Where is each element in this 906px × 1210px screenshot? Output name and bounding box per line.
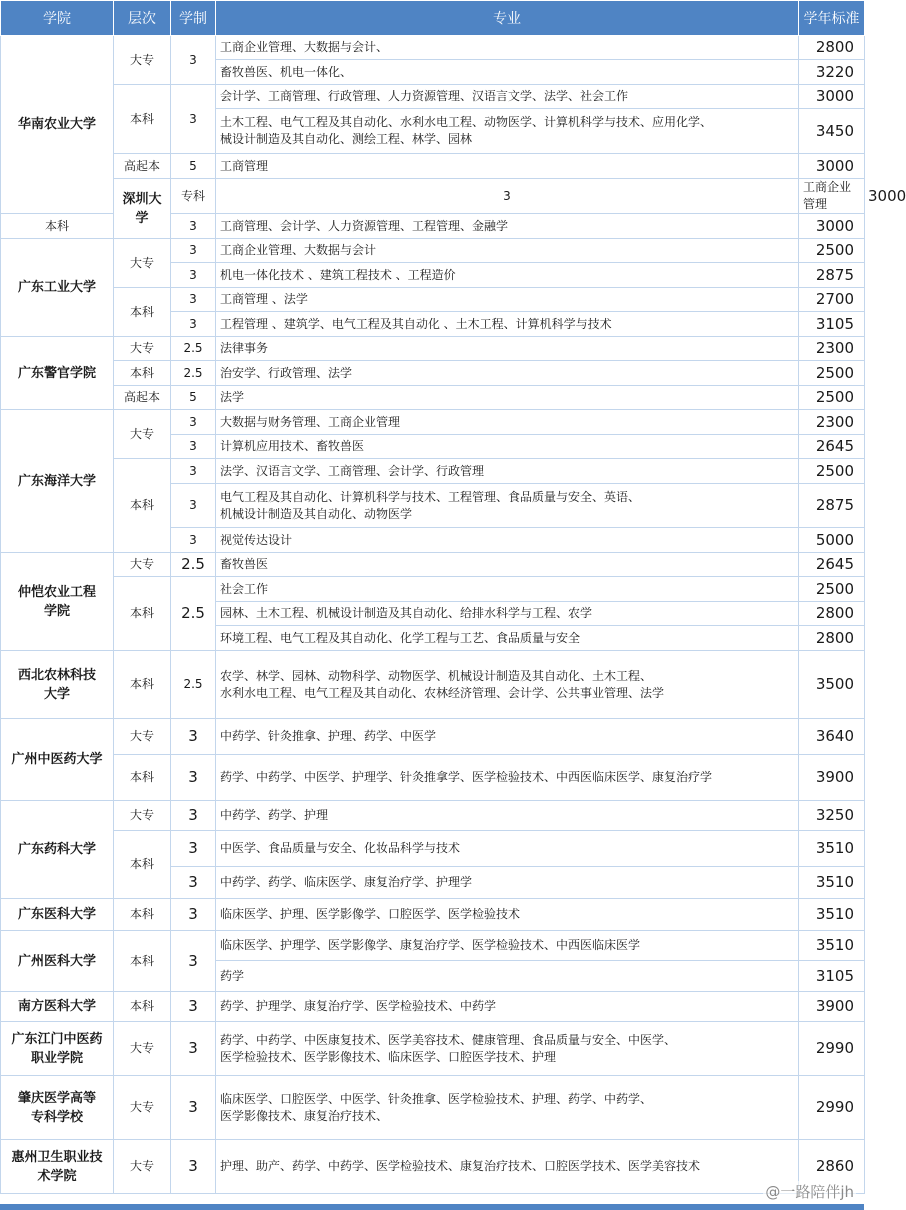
major-cell: 药学 [216,961,799,992]
years-cell: 3 [171,831,216,867]
school-name: 广东海洋大学 [1,410,114,553]
major-cell: 药学、中药学、中医康复技术、医学美容技术、健康管理、食品质量与安全、中医学、 医学检验技术、医学影像技术、临床医学、口腔医学技术、护理 [216,1022,799,1076]
table-row [1,553,865,577]
level-cell: 高起本 [114,386,171,410]
major-cell: 大数据与财务管理、工商企业管理 [216,410,799,435]
watermark: @一路陪伴jh [765,1183,854,1201]
level-cell: 大专 [114,1076,171,1140]
years-cell: 3 [171,312,216,337]
table-row [1,386,865,410]
school-name: 广州中医药大学 [1,719,114,801]
school-name: 广东药科大学 [1,801,114,899]
major-cell: 工商管理 [216,154,799,179]
major-cell: 药学、护理学、康复治疗学、医学检验技术、中药学 [216,992,799,1022]
table-row [1,1022,865,1076]
years-cell: 2.5 [171,337,216,361]
years-cell: 3 [216,179,799,214]
years-cell: 3 [171,85,216,154]
major-cell: 法学 [216,386,799,410]
table-row [1,154,865,179]
fee-cell: 3000 [799,85,865,109]
level-cell: 大专 [114,337,171,361]
major-cell: 环境工程、电气工程及其自动化、化学工程与工艺、食品质量与安全 [216,626,799,651]
level-cell: 大专 [114,719,171,755]
years-cell: 3 [171,528,216,553]
table-row [1,85,865,109]
years-cell: 3 [171,931,216,992]
school-name: 惠州卫生职业技 术学院 [1,1140,114,1194]
major-cell: 法学、汉语言文学、工商管理、会计学、行政管理 [216,459,799,484]
table-row [1,459,865,484]
years-cell: 3 [171,1076,216,1140]
major-cell: 工商企业管理 [799,179,865,214]
fee-cell: 2800 [799,602,865,626]
school-name: 广州医科大学 [1,931,114,992]
header-major: 专业 [216,1,799,36]
level-cell: 本科 [114,931,171,992]
fee-cell: 3250 [799,801,865,831]
fee-cell: 2500 [799,239,865,263]
school-name: 广东江门中医药 职业学院 [1,1022,114,1076]
major-cell: 工商管理 、法学 [216,288,799,312]
level-cell: 本科 [114,288,171,337]
level-cell: 大专 [114,1140,171,1194]
years-cell: 2.5 [171,553,216,577]
fee-cell: 2875 [799,484,865,528]
school-name: 广东警官学院 [1,337,114,410]
level-cell: 本科 [1,214,114,239]
level-cell: 本科 [114,361,171,386]
years-cell: 3 [171,288,216,312]
table-row [1,239,865,263]
level-cell: 大专 [114,1022,171,1076]
level-cell: 本科 [114,992,171,1022]
major-cell: 园林、土木工程、机械设计制造及其自动化、给排水科学与工程、农学 [216,602,799,626]
level-cell: 本科 [114,651,171,719]
fee-cell: 3500 [799,651,865,719]
school-name: 深圳大学 [114,179,171,239]
school-name: 肇庆医学高等 专科学校 [1,1076,114,1140]
years-cell: 3 [171,1140,216,1194]
level-cell: 本科 [114,899,171,931]
level-cell: 专科 [171,179,216,214]
major-cell: 法律事务 [216,337,799,361]
fee-cell: 2500 [799,386,865,410]
major-cell: 中药学、针灸推拿、护理、药学、中医学 [216,719,799,755]
major-cell: 工商企业管理、大数据与会计 [216,239,799,263]
major-cell: 机电一体化技术 、建筑工程技术 、工程造价 [216,263,799,288]
fee-cell: 3000 [799,154,865,179]
years-cell: 2.5 [171,361,216,386]
table-row [1,931,865,961]
school-name: 华南农业大学 [1,36,114,214]
years-cell: 3 [171,755,216,801]
fee-cell: 2300 [799,337,865,361]
level-cell: 本科 [114,755,171,801]
header-row [1,1,865,36]
table-row [1,719,865,755]
years-cell: 3 [171,410,216,435]
fee-cell: 2990 [799,1076,865,1140]
fee-cell: 3510 [799,867,865,899]
table-row [1,36,865,60]
level-cell: 大专 [114,553,171,577]
major-cell: 会计学、工商管理、行政管理、人力资源管理、汉语言文学、法学、社会工作 [216,85,799,109]
header-level: 层次 [114,1,171,36]
school-name: 仲恺农业工程 学院 [1,553,114,651]
level-cell: 大专 [114,801,171,831]
fee-cell: 3220 [799,60,865,85]
years-cell: 2.5 [171,651,216,719]
table-row [1,361,865,386]
fee-cell: 2500 [799,361,865,386]
table-row [1,899,865,931]
major-cell: 电气工程及其自动化、计算机科学与技术、工程管理、食品质量与安全、英语、 机械设计制造及其自动化、动物医学 [216,484,799,528]
years-cell: 3 [171,239,216,263]
major-cell: 中药学、药学、临床医学、康复治疗学、护理学 [216,867,799,899]
fee-cell: 2800 [799,36,865,60]
fee-cell: 2860 [799,1140,865,1194]
major-cell: 畜牧兽医、机电一体化、 [216,60,799,85]
fee-cell: 3640 [799,719,865,755]
years-cell: 5 [171,154,216,179]
major-cell: 临床医学、护理、医学影像学、口腔医学、医学检验技术 [216,899,799,931]
level-cell: 本科 [114,85,171,154]
years-cell: 2.5 [171,577,216,651]
table-row [1,992,865,1022]
years-cell: 3 [171,992,216,1022]
fee-cell: 2645 [799,553,865,577]
level-cell: 本科 [114,459,171,553]
years-cell: 3 [171,899,216,931]
fee-cell: 5000 [799,528,865,553]
years-cell: 3 [171,719,216,755]
major-cell: 临床医学、护理学、医学影像学、康复治疗学、医学检验技术、中西医临床医学 [216,931,799,961]
table-row [1,577,865,602]
fee-cell: 3105 [799,961,865,992]
years-cell: 3 [171,1022,216,1076]
level-cell: 大专 [114,410,171,459]
school-name: 广东工业大学 [1,239,114,337]
years-cell: 3 [171,263,216,288]
fee-cell: 2800 [799,626,865,651]
level-cell: 高起本 [114,154,171,179]
school-name: 西北农林科技 大学 [1,651,114,719]
years-cell: 3 [171,435,216,459]
fee-cell: 3900 [799,992,865,1022]
school-name: 广东医科大学 [1,899,114,931]
table-row [1,651,865,719]
years-cell: 3 [171,484,216,528]
major-cell: 计算机应用技术、畜牧兽医 [216,435,799,459]
major-cell: 畜牧兽医 [216,553,799,577]
header-years: 学制 [171,1,216,36]
major-cell: 土木工程、电气工程及其自动化、水利水电工程、动物医学、计算机科学与技术、应用化学、 械设计制造及其自动化、测绘工程、林学、园林 [216,109,799,154]
school-name: 南方医科大学 [1,992,114,1022]
years-cell: 3 [171,36,216,85]
fee-cell: 2645 [799,435,865,459]
bottom-band [0,1204,864,1210]
level-cell: 本科 [114,831,171,899]
table-row [1,1140,865,1194]
fee-cell: 3105 [799,312,865,337]
fee-cell: 2500 [799,577,865,602]
level-cell: 大专 [114,239,171,288]
fee-cell: 3510 [799,899,865,931]
header-school: 学院 [1,1,114,36]
years-cell: 3 [171,801,216,831]
major-cell: 药学、中药学、中医学、护理学、针灸推拿学、医学检验技术、中西医临床医学、康复治疗学 [216,755,799,801]
major-cell: 护理、助产、药学、中药学、医学检验技术、康复治疗技术、口腔医学技术、医学美容技术 [216,1140,799,1194]
major-cell: 治安学、行政管理、法学 [216,361,799,386]
major-cell: 工商企业管理、大数据与会计、 [216,36,799,60]
major-cell: 中医学、食品质量与安全、化妆品科学与技术 [216,831,799,867]
major-cell: 社会工作 [216,577,799,602]
fee-cell: 3900 [799,755,865,801]
years-cell: 3 [171,459,216,484]
years-cell: 3 [171,867,216,899]
years-cell: 3 [171,214,216,239]
table-row [1,337,865,361]
fee-cell: 2300 [799,410,865,435]
fee-cell: 3000 [799,214,865,239]
header-fee: 学年标准 [799,1,865,36]
major-cell: 临床医学、口腔医学、中医学、针灸推拿、医学检验技术、护理、药学、中药学、 医学影像技术、康复治疗技术、 [216,1076,799,1140]
fee-cell: 3510 [799,831,865,867]
table-row: 深圳大学 专科 3 工商企业管理 3000 [1,179,865,214]
fee-cell: 3450 [799,109,865,154]
major-cell: 工程管理 、建筑学、电气工程及其自动化 、土木工程、计算机科学与技术 [216,312,799,337]
table-row [1,801,865,831]
fee-cell: 2990 [799,1022,865,1076]
table-row [1,755,865,801]
major-cell: 农学、林学、园林、动物科学、动物医学、机械设计制造及其自动化、土木工程、 水利水电工程、电气工程及其自动化、农林经济管理、会计学、公共事业管理、法学 [216,651,799,719]
major-cell: 工商管理、会计学、人力资源管理、工程管理、金融学 [216,214,799,239]
fee-cell: 2500 [799,459,865,484]
fee-cell: 2875 [799,263,865,288]
fee-cell: 2700 [799,288,865,312]
years-cell: 5 [171,386,216,410]
table-row [1,831,865,867]
table-row [1,1076,865,1140]
level-cell: 本科 [114,577,171,651]
table-row [1,410,865,435]
level-cell: 大专 [114,36,171,85]
fee-cell: 3510 [799,931,865,961]
major-cell: 中药学、药学、护理 [216,801,799,831]
major-cell: 视觉传达设计 [216,528,799,553]
table-body [1,36,906,1194]
table-row [1,288,865,312]
